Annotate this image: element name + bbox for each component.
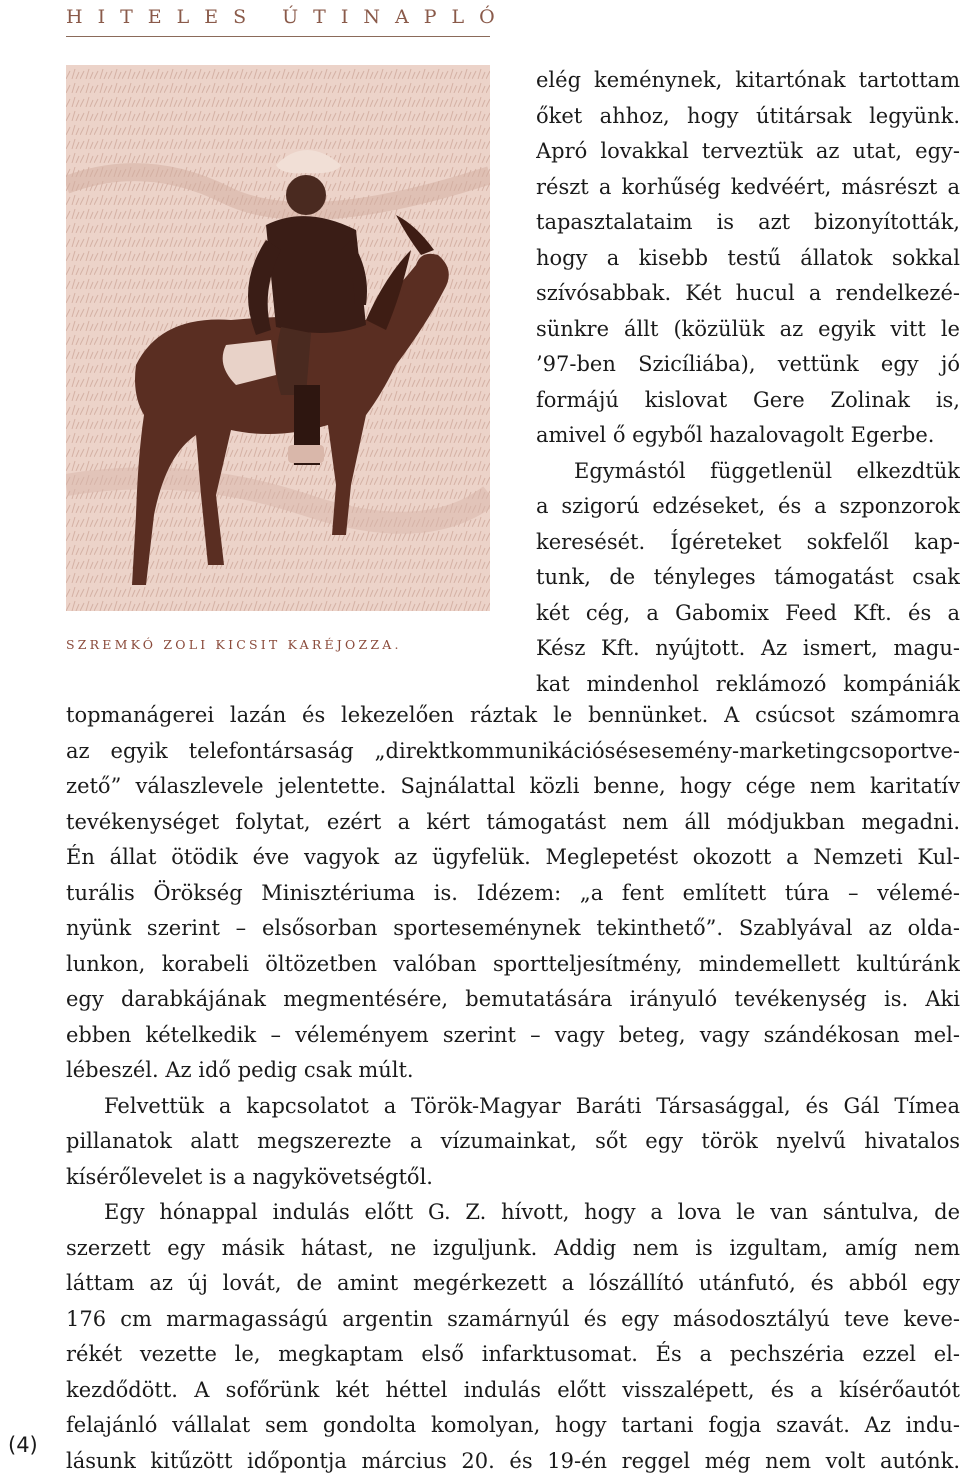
text-line: kat mindenhol reklámozó kompániák	[536, 667, 960, 703]
text-line: kezdődött. A sofőrünk két héttel indulás előtt visszalépett, és a kísérőautót	[66, 1373, 960, 1409]
text-line: tapasztalataim is azt bizonyították,	[536, 205, 960, 241]
text-line: őket ahhoz, hogy útitársak legyünk.	[536, 99, 960, 135]
text-line: pillanatok alatt megszerezte a vízumainkat, sőt egy török nyelvű hivatalos	[66, 1124, 960, 1160]
rider-photo	[66, 65, 490, 611]
rider-on-horse-image	[66, 65, 490, 611]
text-line: sünkre állt (közülük az egyik vitt le	[536, 312, 960, 348]
text-line: elég keménynek, kitartónak tartottam	[536, 63, 960, 99]
page-number: (4)	[8, 1433, 38, 1457]
text-line: amivel ő egyből hazalovagolt Egerbe.	[536, 418, 960, 454]
text-line: szívósabbak. Két hucul a rendelkezé-	[536, 276, 960, 312]
text-line: ebben kételkedik – véleményem szerint – vagy beteg, vagy szándékosan mel-	[66, 1018, 960, 1054]
text-line: zető” válaszlevele jelentette. Sajnálattal közli benne, hogy cége nem karitatív	[66, 769, 960, 805]
text-line: láttam az új lovát, de amint megérkezett a lószállító utánfutó, és abból egy	[66, 1266, 960, 1302]
text-line: rékét vezette le, megkaptam első infarktusomat. És a pechszéria ezzel el-	[66, 1337, 960, 1373]
text-line: két cég, a Gabomix Feed Kft. és a	[536, 596, 960, 632]
text-line: Én állat ötödik éve vagyok az ügyfelük. Meglepetést okozott a Nemzeti Kul-	[66, 840, 960, 876]
text-line: szerzett egy másik hátast, ne izguljunk. Addig nem is izgultam, amíg nem	[66, 1231, 960, 1267]
running-header	[66, 2, 490, 37]
text-line: kísérőlevelet is a nagykövetségtől.	[66, 1160, 960, 1196]
text-line: részt a korhűség kedvéért, másrészt a	[536, 170, 960, 206]
text-line: tevékenységet folytat, ezért a kért támogatást nem áll módjukban megadni.	[66, 805, 960, 841]
text-line: Felvettük a kapcsolatot a Török-Magyar Baráti Társasággal, és Gál Tímea	[66, 1089, 960, 1125]
text-line: Egymástól függetlenül elkezdtük	[536, 454, 960, 490]
text-line: egy darabkájának megmentésére, bemutatására irányuló tevékenység is. Aki	[66, 982, 960, 1018]
text-line: a szigorú edzéseket, és a szponzorok	[536, 489, 960, 525]
full-width-text	[66, 698, 960, 1479]
text-line: Apró lovakkal terveztük az utat, egy-	[536, 134, 960, 170]
text-line: lunkon, korabeli öltözetben valóban sportteljesítmény, mindemellett kultúránk	[66, 947, 960, 983]
text-line: hogy a kisebb testű állatok sokkal	[536, 241, 960, 277]
running-header-title: HITELES ÚTINAPLÓ	[66, 6, 510, 28]
text-line: topmanágerei lazán és lekezelően ráztak le bennünket. A csúcsot számomra	[66, 698, 960, 734]
text-line: keresését. Ígéreteket sokfelől kap-	[536, 525, 960, 561]
text-line: lásunk kitűzött időpontja március 20. és 19-én reggel még nem volt autónk.	[66, 1444, 960, 1479]
text-line: 176 cm marmagasságú argentin szamárnyúl és egy másodosztályú teve keve-	[66, 1302, 960, 1338]
right-column-text	[536, 63, 960, 702]
text-line: nyünk szerint – elsősorban sporteseménynek tekinthető”. Szablyával az olda-	[66, 911, 960, 947]
text-line: ’97-ben Szicíliába), vettünk egy jó	[536, 347, 960, 383]
photo-caption: SZREMKÓ ZOLI KICSIT KARÉJOZZA.	[66, 637, 506, 652]
text-line: tunk, de tényleges támogatást csak	[536, 560, 960, 596]
text-line: lébeszél. Az idő pedig csak múlt.	[66, 1053, 960, 1089]
text-line: az egyik telefontársaság „direktkommunikációsésesemény-marketingcsoportve-	[66, 734, 960, 770]
text-line: Kész Kft. nyújtott. Az ismert, magu-	[536, 631, 960, 667]
text-line: turális Örökség Minisztériuma is. Idézem: „a fent említett túra – vélemé-	[66, 876, 960, 912]
text-line: Egy hónappal indulás előtt G. Z. hívott, hogy a lova le van sántulva, de	[66, 1195, 960, 1231]
text-line: felajánló vállalat sem gondolta komolyan, hogy tartani fogja szavát. Az indu-	[66, 1408, 960, 1444]
text-line: formájú kislovat Gere Zolinak is,	[536, 383, 960, 419]
